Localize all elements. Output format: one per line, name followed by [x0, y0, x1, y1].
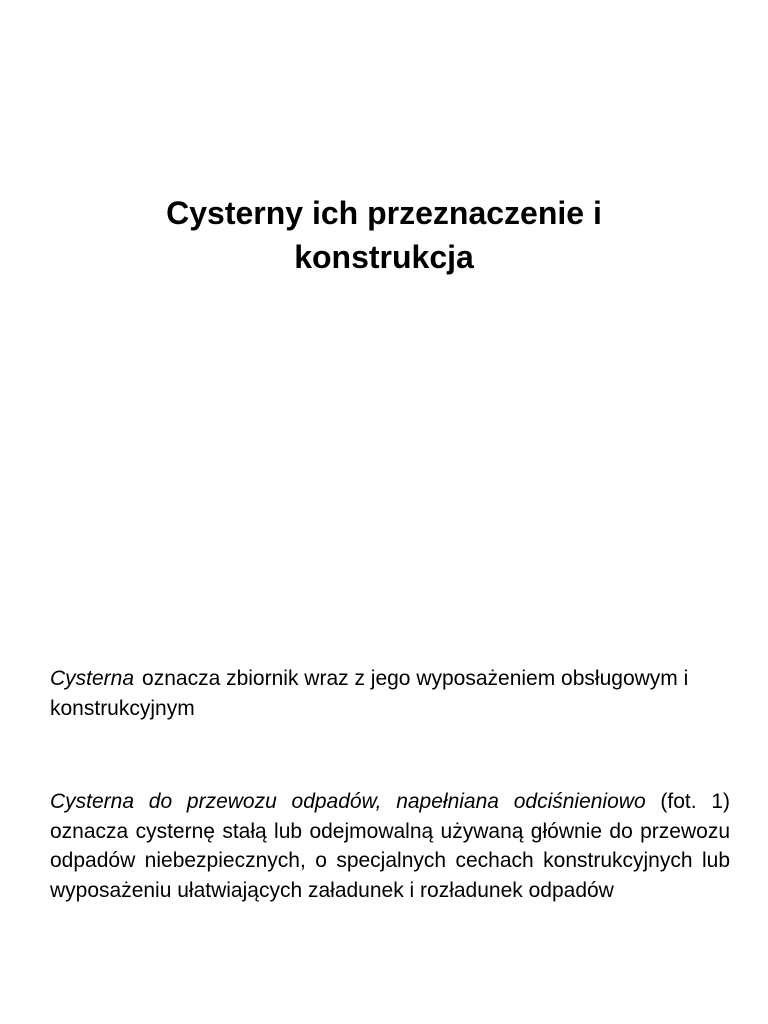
page-title — [0, 191, 768, 279]
title-line-1: Cysterny ich przeznaczenie i — [166, 195, 602, 231]
definition-text: oznacza zbiornik wraz z jego wyposażeniem obsługowym i konstrukcyjnym — [50, 667, 689, 720]
definition-term: Cysterna do przewozu odpadów, napełniana odciśnieniowo — [50, 790, 646, 813]
title-line-2: konstrukcja — [294, 239, 474, 275]
definition-term: Cysterna — [50, 667, 135, 690]
definition-cysterna-odpady — [50, 787, 730, 905]
definition-cysterna — [50, 664, 730, 723]
definition-text: (fot. 1) oznacza cysternę stałą lub odejmowalną używaną głównie do przewozu odpadów niebezpiecznych, o specjalnych cechach konstrukcyjnych lub wyposażeniu ułatwiających załadunek i rozładunek odpadów — [50, 790, 730, 902]
